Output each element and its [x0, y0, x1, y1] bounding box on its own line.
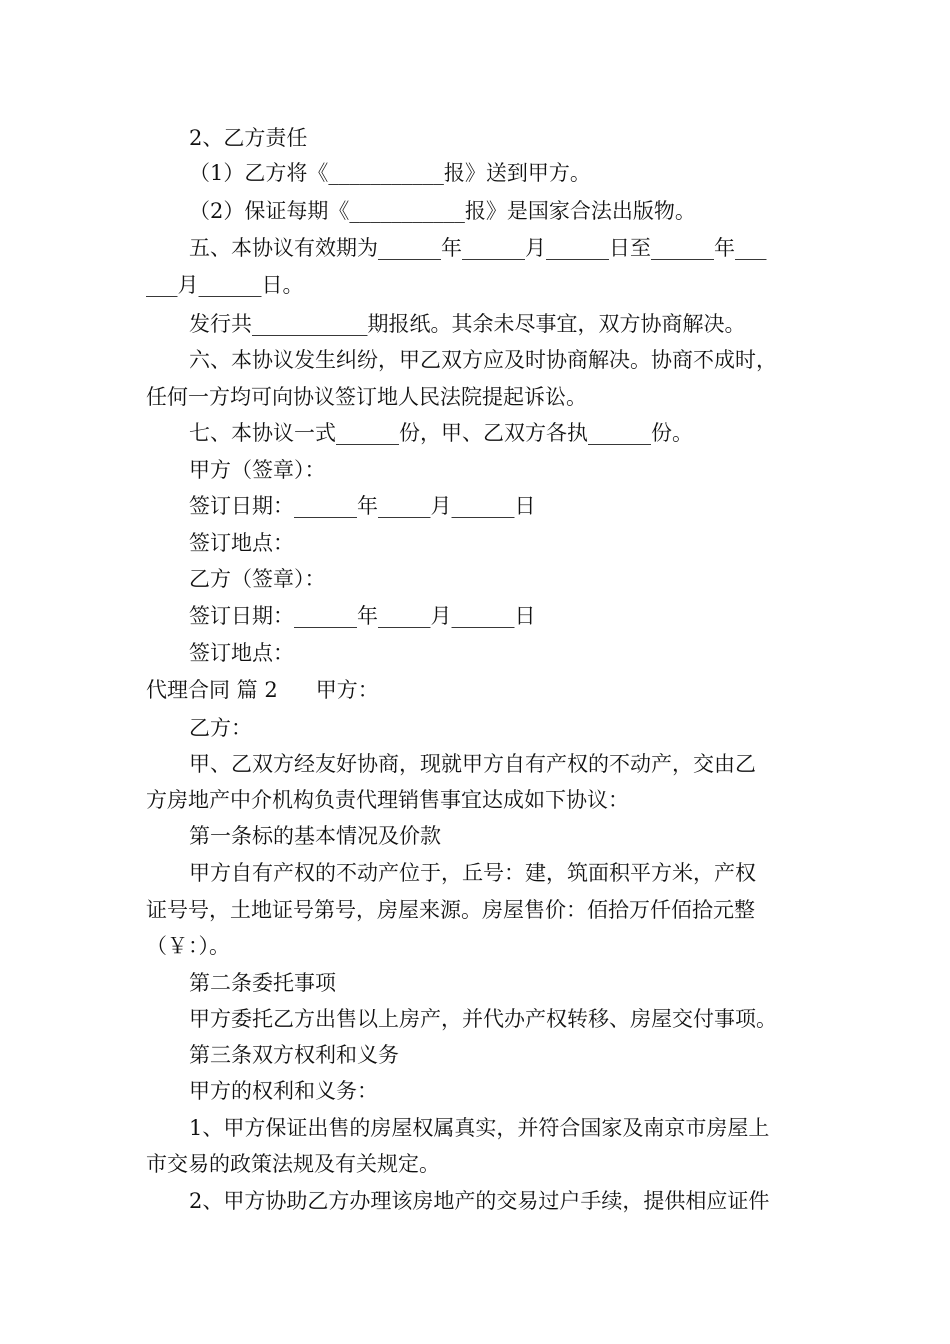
party-a-label: 甲方： — [315, 678, 379, 702]
text-line: 五、本协议有效期为______年______月______日至______年___ — [189, 236, 767, 260]
text-line: 甲方自有产权的不动产位于，丘号：建，筑面积平方米，产权 — [189, 861, 756, 885]
text-line: 第三条双方权利和义务 — [189, 1043, 399, 1067]
text-line: 签订地点： — [189, 641, 294, 665]
contract-2-title: 代理合同 篇 2 — [146, 678, 278, 702]
contract-2-heading — [146, 672, 826, 708]
text-line: （2）保证每期《___________报》是国家合法出版物。 — [189, 199, 696, 223]
text-line: 乙方（签章）： — [189, 567, 326, 591]
text-line: 签订地点： — [189, 531, 294, 555]
text-line: 甲方委托乙方出售以上房产，并代办产权转移、房屋交付事项。 — [189, 1007, 777, 1031]
text-line: 方房地产中介机构负责代理销售事宜达成如下协议： — [146, 788, 629, 812]
text-line: 证号号，土地证号第号，房屋来源。房屋售价：佰拾万仟佰拾元整 — [146, 898, 755, 922]
text-line: 乙方： — [189, 716, 252, 740]
text-line: 第二条委托事项 — [189, 971, 336, 995]
text-line: 任何一方均可向协议签订地人民法院提起诉讼。 — [146, 385, 587, 409]
text-line: （￥：）。 — [146, 934, 230, 958]
text-line: 第一条标的基本情况及价款 — [189, 824, 441, 848]
text-line: ___月______日。 — [146, 273, 304, 297]
text-line: 签订日期：______年_____月______日 — [189, 604, 536, 628]
text-line: 市交易的政策法规及有关规定。 — [146, 1152, 440, 1176]
text-line: 甲方（签章）： — [189, 458, 326, 482]
text-line: 签订日期：______年_____月______日 — [189, 494, 536, 518]
text-line: 七、本协议一式______份，甲、乙双方各执______份。 — [189, 421, 693, 445]
text-line: （1）乙方将《___________报》送到甲方。 — [189, 161, 591, 185]
text-line: 六、本协议发生纠纷，甲乙双方应及时协商解决。协商不成时， — [189, 348, 777, 372]
text-line: 发行共___________期报纸。其余未尽事宜，双方协商解决。 — [189, 312, 746, 336]
text-line: 1、甲方保证出售的房屋权属真实，并符合国家及南京市房屋上 — [189, 1116, 770, 1140]
text-line: 2、乙方责任 — [189, 126, 308, 150]
text-line: 2、甲方协助乙方办理该房地产的交易过户手续，提供相应证件 — [189, 1189, 770, 1213]
text-line: 甲方的权利和义务： — [189, 1079, 378, 1103]
text-line: 甲、乙双方经友好协商，现就甲方自有产权的不动产，交由乙 — [189, 752, 756, 776]
